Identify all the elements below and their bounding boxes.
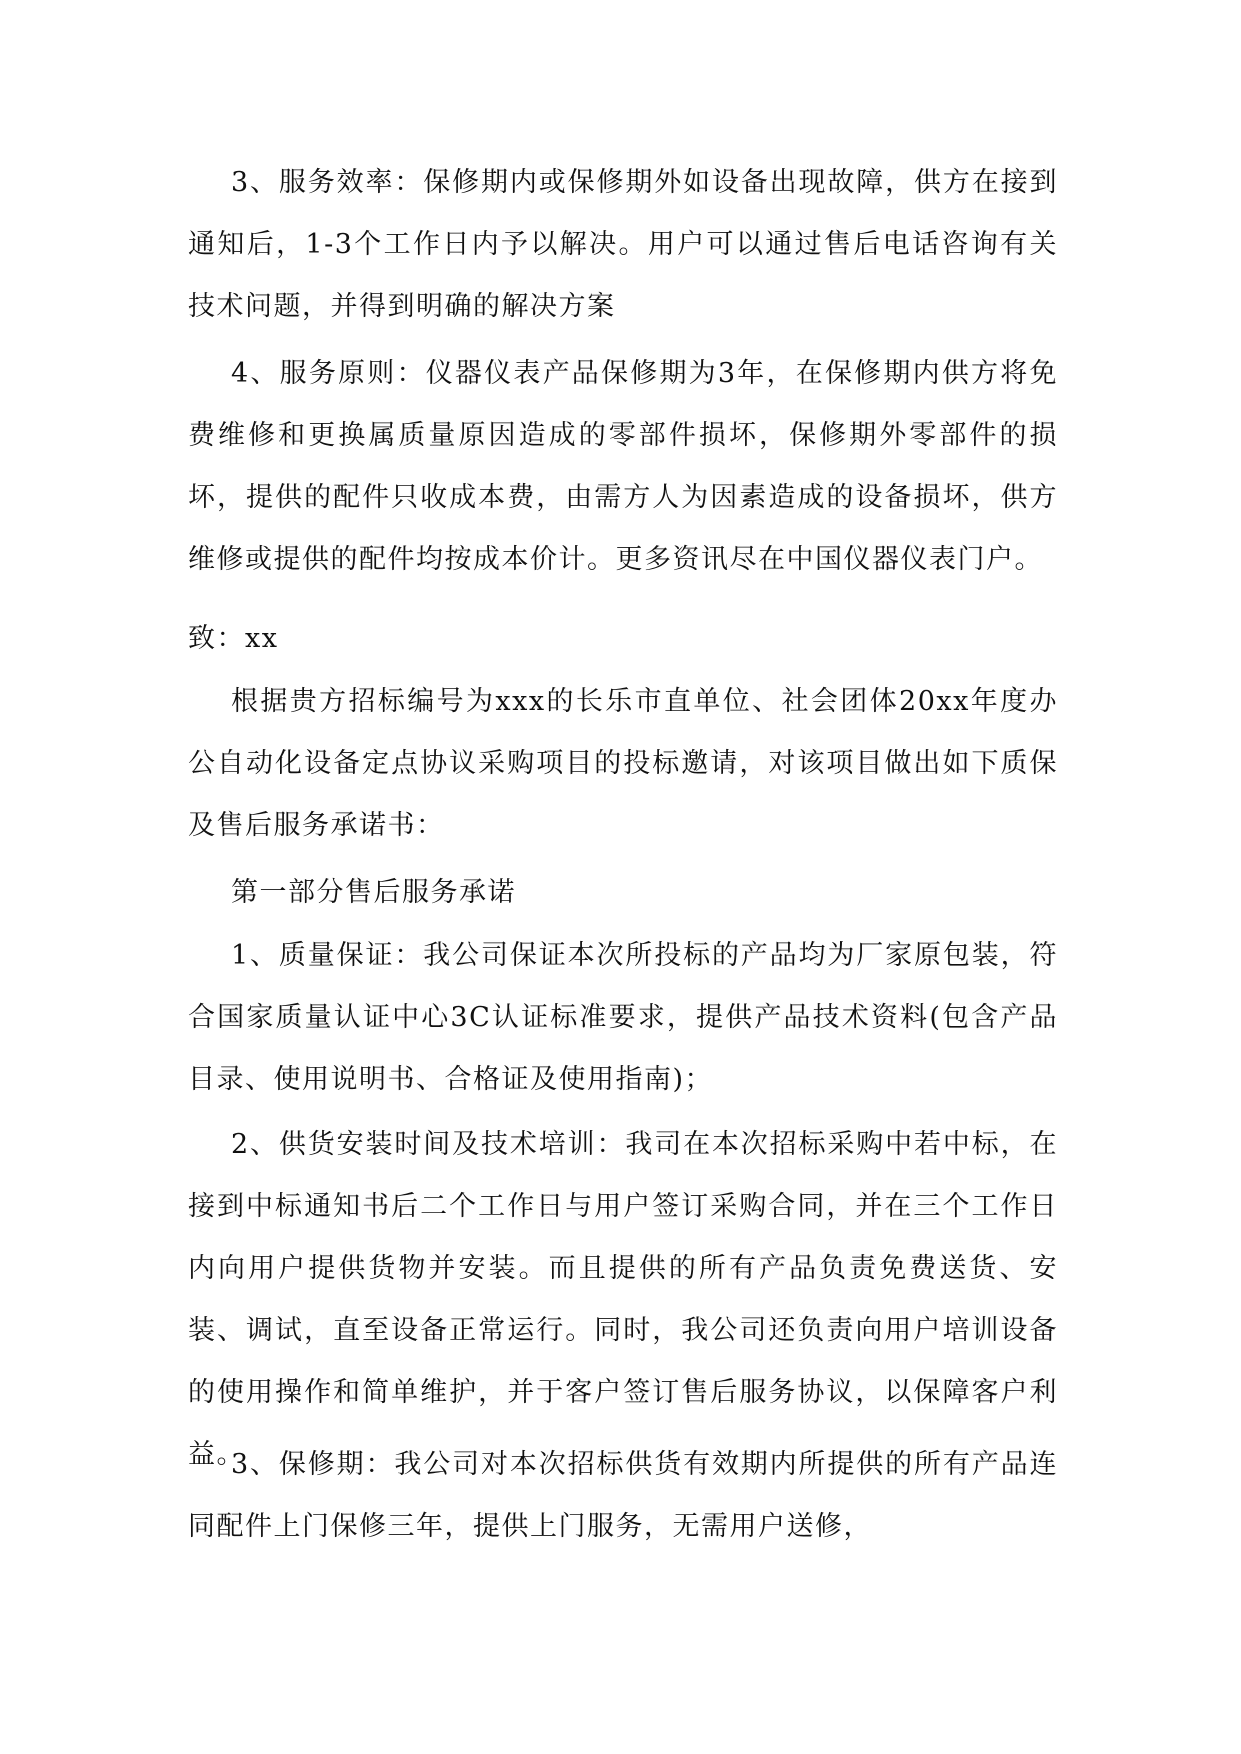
salutation: 致：xx: [188, 623, 279, 654]
paragraph-warranty-period: 3、保修期：我公司对本次招标供货有效期内所提供的所有产品连同配件上门保修三年，提供上门服务，无需用户送修，: [188, 1449, 1058, 1542]
paragraph-quality-assurance: 1、质量保证：我公司保证本次所投标的产品均为厂家原包装，符合国家质量认证中心3C认证标准要求，提供产品技术资料(包含产品目录、使用说明书、合格证及使用指南)；: [188, 940, 1058, 1095]
section-heading-after-sales: 第一部分售后服务承诺: [231, 877, 516, 908]
paragraph-service-efficiency: 3、服务效率：保修期内或保修期外如设备出现故障，供方在接到通知后，1-3个工作日内予以解决。用户可以通过售后电话咨询有关技术问题，并得到明确的解决方案: [188, 167, 1058, 322]
paragraph-delivery-training: 2、供货安装时间及技术培训：我司在本次招标采购中若中标，在接到中标通知书后二个工作日与用户签订采购合同，并在三个工作日内向用户提供货物并安装。而且提供的所有产品负责免费送货、安装、调试，直至设备正常运行。同时，我公司还负责向用户培训设备的使用操作和简单维护，并于客户签订售后服务协议，以保障客户利益。: [188, 1129, 1058, 1470]
paragraph-service-principle: 4、服务原则：仪器仪表产品保修期为3年，在保修期内供方将免费维修和更换属质量原因造成的零部件损坏，保修期外零部件的损坏，提供的配件只收成本费，由需方人为因素造成的设备损坏，供方维修或提供的配件均按成本价计。更多资讯尽在中国仪器仪表门户。: [188, 358, 1058, 575]
paragraph-bid-statement: 根据贵方招标编号为xxx的长乐市直单位、社会团体20xx年度办公自动化设备定点协议采购项目的投标邀请，对该项目做出如下质保及售后服务承诺书：: [188, 686, 1058, 841]
